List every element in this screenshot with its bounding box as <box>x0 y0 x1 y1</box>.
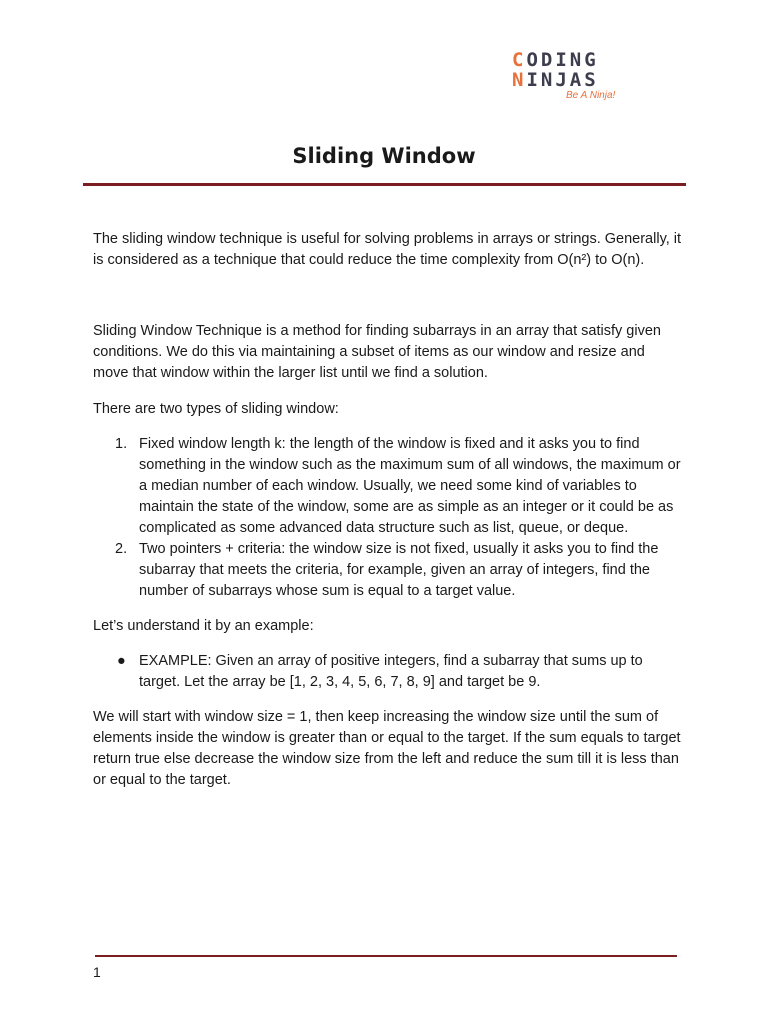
document-body <box>93 229 683 791</box>
list-item <box>93 434 683 539</box>
list-item-text: Fixed window length k: the length of the window is fixed and it asks you to find something in the window such as the maximum sum of all windows, the maximum or a median number of each window. Usually, we need some kind of variables to maintain the state of the window, some are as simple as an integer or it could be as complicated as some advanced data structure such as list, queue, or deque. <box>139 436 681 536</box>
logo-line-coding <box>512 50 599 70</box>
list-item <box>93 651 683 693</box>
logo-text-injas: INJAS <box>526 69 599 91</box>
list-item-text: Two pointers + criteria: the window size is not fixed, usually it asks you to find the subarray that meets the criteria, for example, given an array of integers, find the number of subarrays whose sum is equal to a target value. <box>139 541 659 599</box>
footer-divider <box>95 955 677 957</box>
example-intro-paragraph: Let’s understand it by an example: <box>93 618 314 634</box>
types-intro-paragraph: There are two types of sliding window: <box>93 401 339 417</box>
logo-letter-c: C <box>512 49 527 71</box>
window-types-list <box>93 434 683 602</box>
coding-ninjas-logo <box>512 50 630 104</box>
list-item <box>93 539 683 602</box>
logo-text-oding: ODING <box>526 49 599 71</box>
explanation-paragraph: We will start with window size = 1, then keep increasing the window size until the sum of elements inside the window is greater than or equal to the target. If the sum equals to target return true else decrease the window size from the left and reduce the sum till it is less than or equal to the target. <box>93 709 681 788</box>
logo-line-ninjas <box>512 70 599 90</box>
list-marker: 1. <box>115 436 128 452</box>
list-item-text: EXAMPLE: Given an array of positive integers, find a subarray that sums up to target. Let the array be [1, 2, 3, 4, 5, 6, 7, 8, 9] and target be 9. <box>139 653 643 690</box>
list-marker: 2. <box>115 541 128 557</box>
definition-paragraph: Sliding Window Technique is a method for finding subarrays in an array that satisfy given conditions. We do this via maintaining a subset of items as our window and resize and move that window within the larger list until we find a solution. <box>93 323 661 381</box>
logo-letter-n: N <box>512 69 527 91</box>
document-title: Sliding Window <box>292 144 476 168</box>
intro-paragraph: The sliding window technique is useful for solving problems in arrays or strings. Generally, it is considered as a technique that could reduce the time complexity from O(n²) to O(n). <box>93 231 682 268</box>
title-divider <box>83 183 686 186</box>
logo-tagline: Be A Ninja! <box>566 90 616 101</box>
example-list <box>93 651 683 693</box>
page-number: 1 <box>93 964 101 980</box>
bullet-icon: ● <box>117 653 126 669</box>
